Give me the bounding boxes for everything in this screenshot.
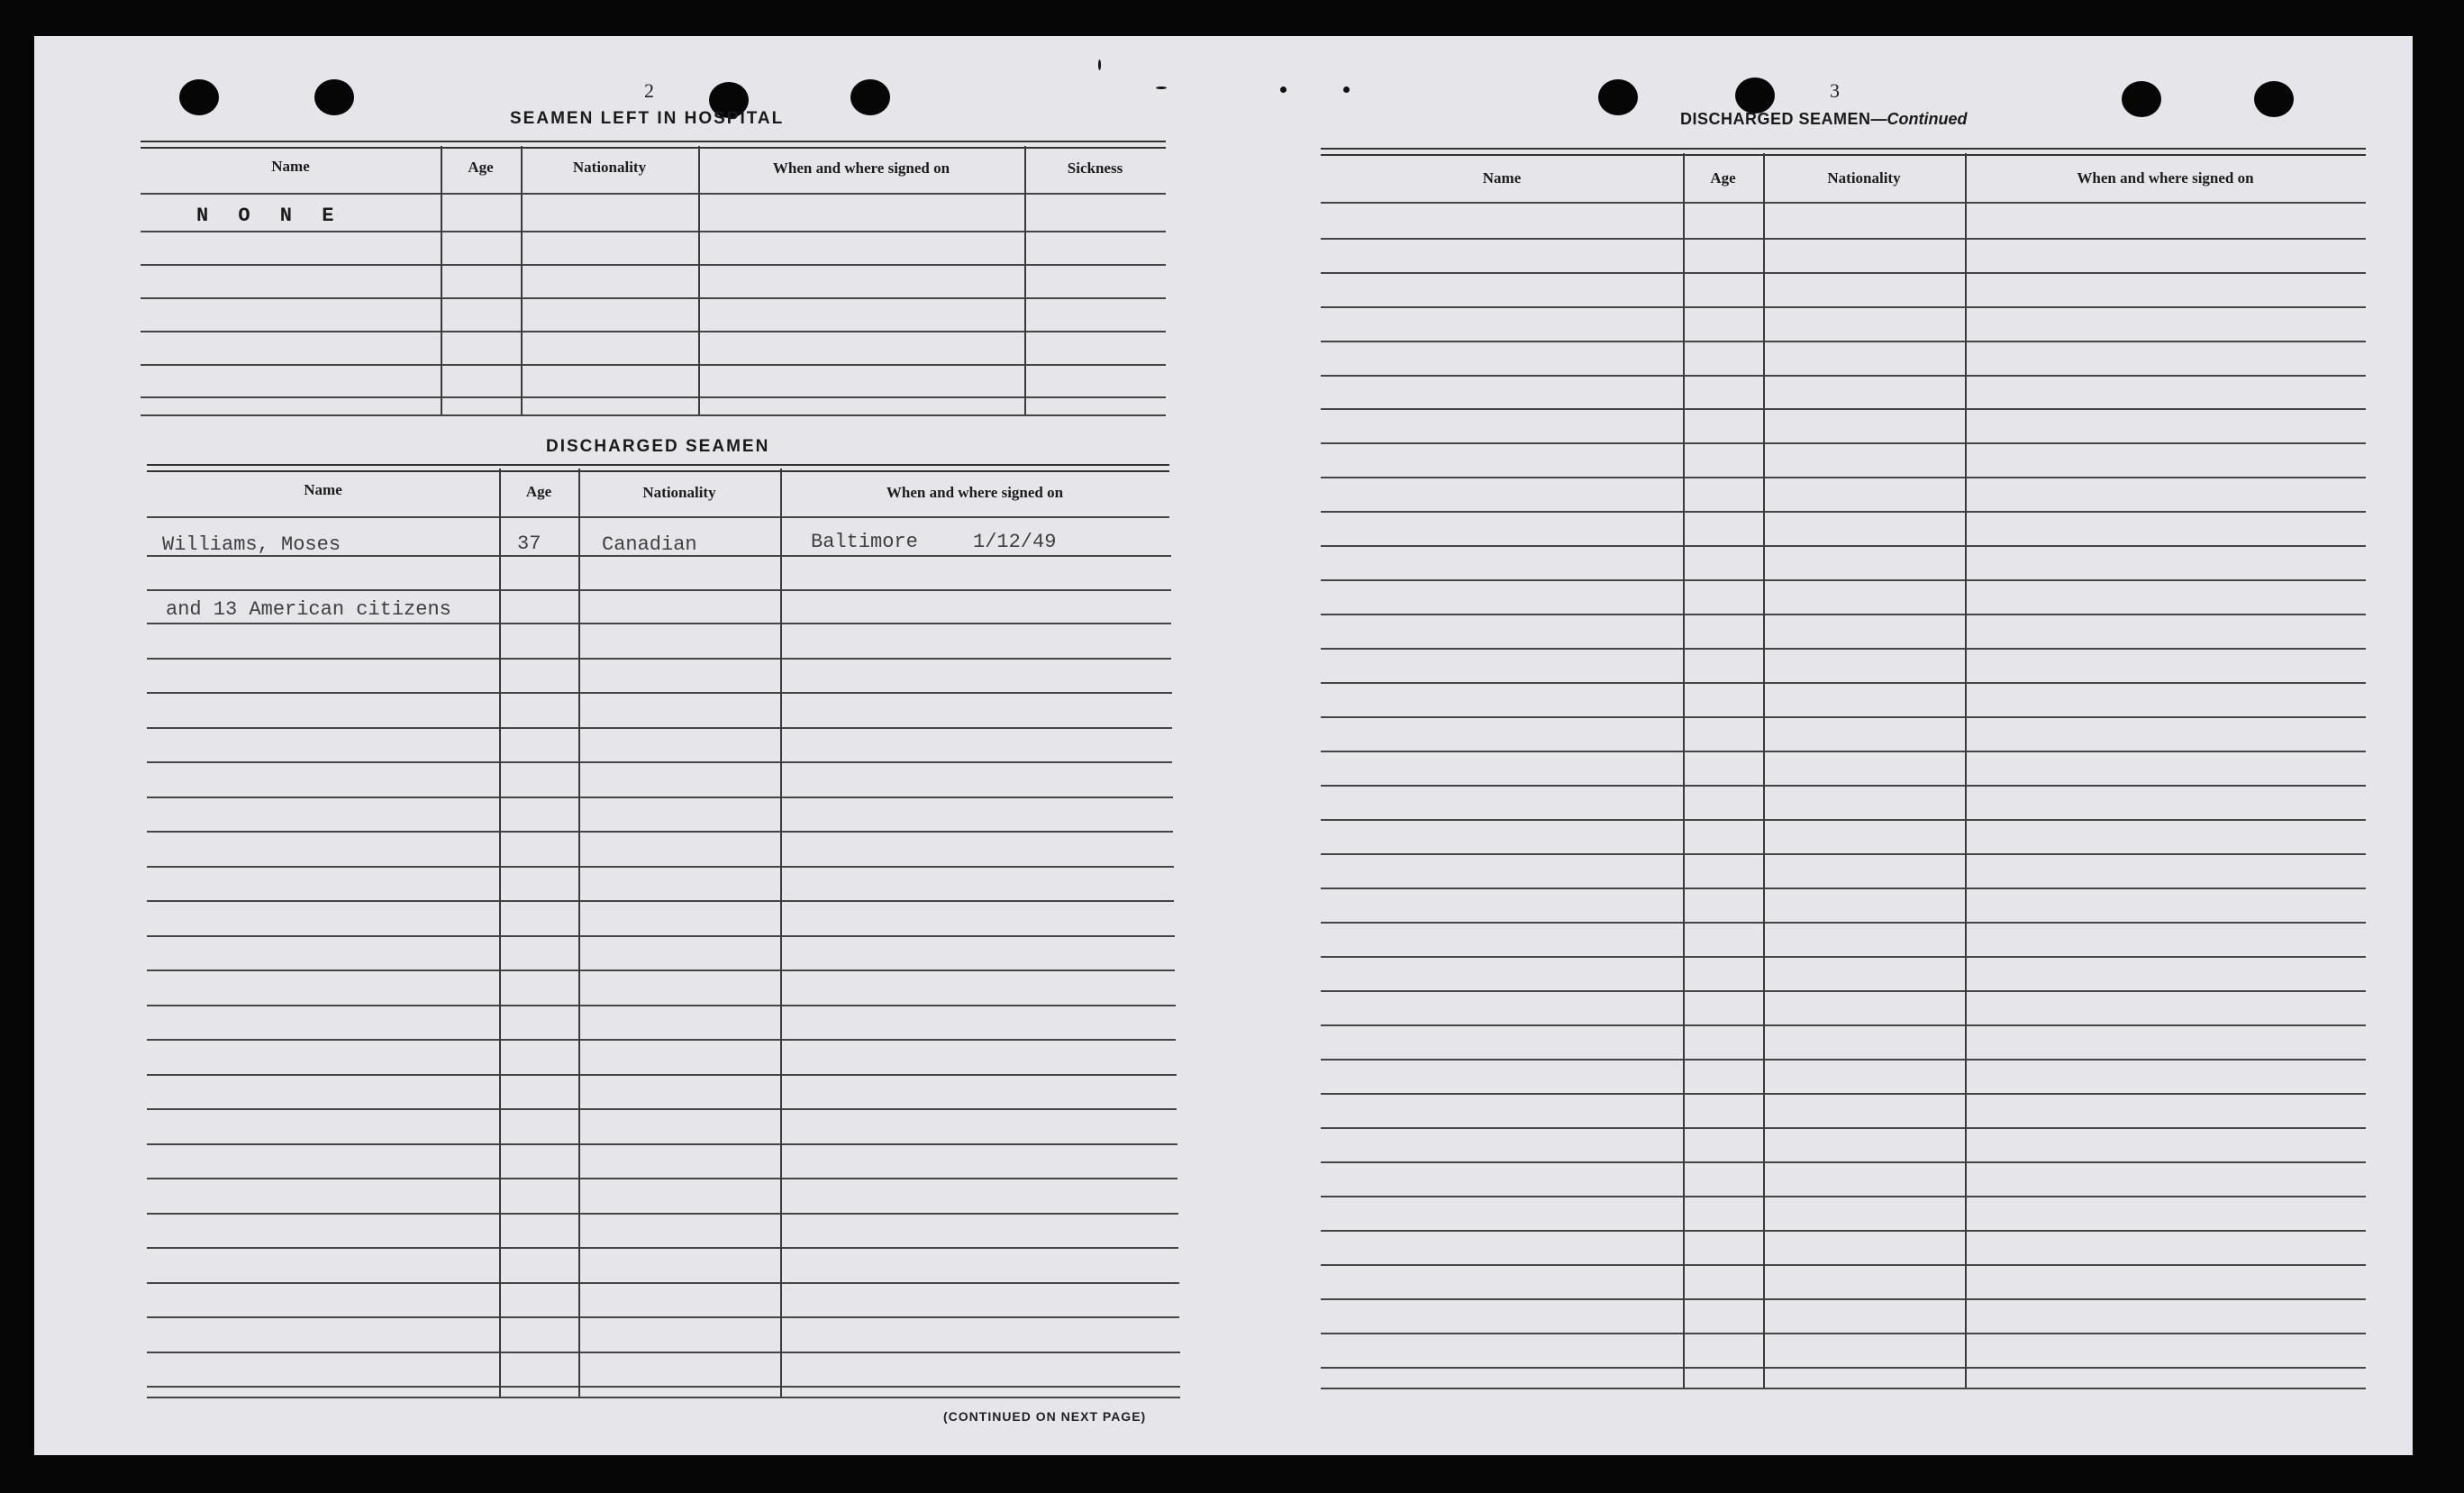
table-rule: [147, 589, 1171, 591]
seaman-summary: and 13 American citizens: [166, 598, 451, 621]
table-rule: [141, 396, 1166, 398]
table-rule: [147, 797, 1173, 798]
table-rule: [1321, 785, 2366, 787]
table-rule: [1321, 579, 2366, 581]
table-rule: [1321, 716, 2366, 718]
right-page-number: 3: [1830, 79, 1840, 102]
table-rule: [1321, 614, 2366, 615]
table-rule: [1321, 682, 2366, 684]
table-rule: [1321, 341, 2366, 342]
table-rule: [147, 1247, 1178, 1249]
table-rule: [1321, 1093, 2366, 1095]
column-divider: [1683, 153, 1685, 1388]
table-rule: [147, 1074, 1177, 1076]
table-rule: [147, 866, 1174, 868]
seaman-nationality: Canadian: [602, 533, 697, 556]
table-rule: [147, 1108, 1177, 1110]
seaman-signed-on-date: 1/12/49: [973, 531, 1057, 553]
table-rule: [1321, 1264, 2366, 1266]
table-rule: [1321, 751, 2366, 752]
table-rule: [147, 1039, 1176, 1041]
table-rule: [147, 658, 1171, 660]
punch-hole: [2254, 81, 2294, 117]
column-divider: [1965, 153, 1967, 1388]
table-rule: [1321, 1333, 2366, 1334]
table-rule: [147, 831, 1173, 833]
table-rule: [1321, 648, 2366, 650]
table-rule: [1321, 1059, 2366, 1061]
table-rule: [147, 970, 1175, 971]
table-rule: [1321, 477, 2366, 478]
table-rule: [1321, 1196, 2366, 1197]
table-rule: [147, 692, 1172, 694]
left-page-number: 2: [644, 79, 654, 102]
table-rule: [1321, 202, 2366, 204]
seaman-name: Williams, Moses: [162, 533, 341, 556]
table-rule: [147, 761, 1172, 763]
table-rule: [147, 464, 1169, 472]
table-rule: [147, 1005, 1176, 1006]
column-header-age: Age: [468, 159, 494, 176]
table-rule: [1321, 1127, 2366, 1129]
table-rule: [1321, 148, 2366, 156]
table-rule: [1321, 853, 2366, 855]
table-rule: [1321, 990, 2366, 992]
table-rule: [147, 516, 1169, 518]
table-rule: [1321, 1388, 2366, 1389]
ink-speck: [1098, 59, 1101, 70]
punch-hole: [314, 79, 354, 115]
column-header-age: Age: [525, 483, 552, 500]
hospital-section-title: SEAMEN LEFT IN HOSPITAL: [510, 109, 785, 128]
table-rule: [147, 727, 1172, 729]
column-divider: [1763, 153, 1765, 1388]
table-rule: [1321, 442, 2366, 444]
column-header-nationality: Nationality: [1827, 169, 1901, 187]
discharged-continued-title-main: DISCHARGED SEAMEN: [1680, 110, 1871, 128]
table-rule: [1321, 511, 2366, 513]
table-rule: [147, 1213, 1178, 1215]
table-rule: [1321, 888, 2366, 889]
column-divider: [441, 146, 442, 414]
continued-footer: (CONTINUED ON NEXT PAGE): [943, 1409, 1147, 1424]
column-divider: [780, 469, 782, 1397]
table-rule: [141, 231, 1166, 232]
column-divider: [499, 469, 501, 1397]
table-rule: [1321, 545, 2366, 547]
table-rule: [147, 1282, 1179, 1284]
punch-hole: [2122, 81, 2161, 117]
column-header-age: Age: [1710, 169, 1736, 187]
table-rule: [1321, 1230, 2366, 1232]
table-rule: [1321, 272, 2366, 274]
table-rule: [1321, 238, 2366, 240]
table-rule: [1321, 1024, 2366, 1026]
column-header-name: Name: [304, 481, 342, 498]
table-rule: [1321, 306, 2366, 308]
table-rule: [1321, 408, 2366, 410]
table-rule: [147, 1386, 1180, 1388]
punch-hole: [1598, 79, 1638, 115]
table-rule: [141, 193, 1166, 195]
table-rule: [141, 141, 1166, 149]
table-rule: [1321, 956, 2366, 958]
column-header-name: Name: [1482, 169, 1522, 187]
column-divider: [1024, 146, 1026, 414]
table-rule: [147, 1397, 1180, 1398]
table-rule: [1321, 1367, 2366, 1369]
punch-hole: [179, 79, 219, 115]
table-rule: [147, 623, 1171, 624]
column-header-sickness: Sickness: [1067, 159, 1123, 177]
table-rule: [1321, 1298, 2366, 1300]
column-header-nationality: Nationality: [642, 484, 716, 501]
table-rule: [141, 264, 1166, 266]
table-rule: [1321, 819, 2366, 821]
column-header-signed-on: When and where signed on: [772, 159, 950, 177]
column-divider: [521, 146, 523, 414]
ink-speck: [1280, 86, 1287, 93]
column-header-nationality: Nationality: [572, 159, 647, 176]
column-divider: [698, 146, 700, 414]
table-rule: [141, 364, 1166, 366]
column-header-signed-on: When and where signed on: [2077, 169, 2254, 187]
table-rule: [147, 1352, 1180, 1353]
discharged-continued-title-suffix: —Continued: [1870, 110, 1968, 128]
column-header-name: Name: [271, 158, 310, 175]
table-rule: [1321, 375, 2366, 377]
discharged-continued-title: [1680, 110, 1968, 129]
hospital-entry-none: N O N E: [196, 205, 343, 227]
ink-speck: [1343, 86, 1350, 93]
table-rule: [1321, 1161, 2366, 1163]
discharged-section-title: DISCHARGED SEAMEN: [546, 437, 770, 456]
seaman-signed-on-place: Baltimore: [811, 531, 918, 553]
ledger-sheet: [34, 36, 2413, 1455]
table-rule: [141, 331, 1166, 332]
seaman-age: 37: [517, 533, 541, 555]
column-header-signed-on: When and where signed on: [886, 484, 1064, 501]
table-rule: [147, 1178, 1177, 1179]
table-rule: [147, 900, 1174, 902]
table-rule: [141, 297, 1166, 299]
column-divider: [578, 469, 580, 1397]
ink-speck: [1156, 86, 1167, 89]
table-rule: [141, 414, 1166, 416]
punch-hole: [1735, 77, 1775, 114]
table-rule: [147, 1143, 1177, 1145]
table-rule: [1321, 922, 2366, 924]
table-rule: [147, 1316, 1179, 1318]
table-rule: [147, 935, 1175, 937]
punch-hole: [850, 79, 890, 115]
